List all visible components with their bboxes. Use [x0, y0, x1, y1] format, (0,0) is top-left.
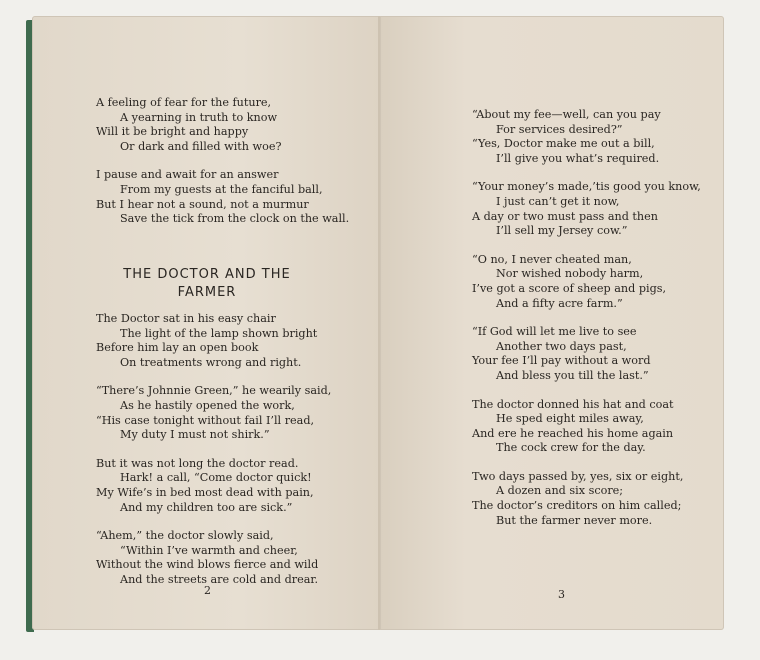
- verse-line: A dozen and six score;: [496, 484, 624, 498]
- poem-title-line-2: FARMER: [177, 285, 237, 300]
- verse-line: As he hastily opened the work,: [120, 398, 295, 412]
- verse-line: “His case tonight without fail I’ll read,: [96, 413, 315, 427]
- booklet: [26, 16, 734, 636]
- verse-line: I’ll sell my Jersey cow.”: [496, 224, 628, 238]
- stanza: [96, 529, 331, 587]
- verse-line: The doctor donned his hat and coat: [472, 397, 674, 411]
- stanza: [96, 384, 331, 442]
- verse-line: A feeling of fear for the future,: [96, 96, 272, 109]
- verse-line: But the farmer never more.: [496, 513, 653, 527]
- verse-line: “O no, I never cheated man,: [472, 252, 632, 266]
- verse-line: “Within I’ve warmth and cheer,: [120, 543, 298, 557]
- verse-line: Hark! a call, “Come doctor quick!: [120, 471, 312, 485]
- left-page: [32, 16, 380, 630]
- verse-line: Before him lay an open book: [96, 341, 259, 355]
- stanza: [472, 108, 701, 166]
- poem-title: [92, 266, 322, 302]
- stanza: [96, 312, 331, 370]
- verse-line: I pause and await for an answer: [96, 168, 279, 182]
- stanza: [472, 253, 701, 311]
- verse-line: On treatments wrong and right.: [120, 355, 302, 369]
- verse-line: A yearning in truth to know: [120, 110, 278, 124]
- verse-line: And the streets are cold and drear.: [120, 572, 319, 586]
- verse-line: “If God will let me live to see: [472, 325, 637, 339]
- verse-line: I just can’t get it now,: [496, 194, 620, 208]
- verse-line: Nor wished nobody harm,: [496, 267, 644, 281]
- verse-line: And bless you till the last.”: [496, 368, 649, 382]
- verse-line: But I hear not a sound, not a murmur: [96, 197, 309, 211]
- page-number-left: 2: [204, 584, 211, 597]
- verse-line: For services desired?”: [496, 122, 623, 136]
- verse-line: My duty I must not shirk.”: [120, 428, 270, 442]
- verse-line: “Ahem,” the doctor slowly said,: [96, 529, 274, 543]
- stanza: [96, 168, 349, 226]
- verse-line: He sped eight miles away,: [496, 412, 644, 426]
- verse-line: Another two days past,: [496, 339, 627, 353]
- stanza: [96, 96, 349, 154]
- poem-title-line-1: THE DOCTOR AND THE: [123, 267, 291, 282]
- verse-line: “Your money’s made,’tis good you know,: [472, 180, 701, 194]
- verse-line: The light of the lamp shown bright: [120, 326, 318, 340]
- verse-line: Will it be bright and happy: [96, 125, 249, 139]
- verse-line: The Doctor sat in his easy chair: [96, 312, 276, 325]
- verse-line: Or dark and filled with woe?: [120, 139, 282, 153]
- stanza: [472, 180, 701, 238]
- verse-line: But it was not long the doctor read.: [96, 456, 299, 470]
- verse-line: “There’s Johnnie Green,” he wearily said,: [96, 384, 332, 398]
- poem-body-left: [96, 312, 331, 602]
- poem-body-right: [472, 108, 701, 542]
- verse-line: Save the tick from the clock on the wall.: [120, 212, 350, 226]
- verse-line: I’ll give you what’s required.: [496, 151, 660, 165]
- verse-line: “Yes, Doctor make me out a bill,: [472, 137, 655, 151]
- stanza: [472, 325, 701, 383]
- right-page: [380, 16, 724, 630]
- verse-line: “About my fee—well, can you pay: [472, 108, 661, 121]
- verse-line: I’ve got a score of sheep and pigs,: [472, 281, 667, 295]
- stanza: [96, 457, 331, 515]
- poem-continuation: [96, 96, 349, 241]
- verse-line: From my guests at the fanciful ball,: [120, 182, 323, 196]
- verse-line: My Wife’s in bed most dead with pain,: [96, 485, 314, 499]
- verse-line: The cock crew for the day.: [496, 441, 646, 455]
- verse-line: A day or two must pass and then: [472, 209, 658, 223]
- verse-line: Without the wind blows fierce and wild: [96, 558, 319, 572]
- verse-line: And a fifty acre farm.”: [496, 296, 623, 310]
- verse-line: And ere he reached his home again: [472, 426, 674, 440]
- page-number-right: 3: [558, 588, 565, 601]
- verse-line: The doctor’s creditors on him called;: [472, 499, 682, 513]
- verse-line: Two days passed by, yes, six or eight,: [472, 469, 684, 483]
- verse-line: Your fee I’ll pay without a word: [472, 354, 651, 368]
- stanza: [472, 470, 701, 528]
- stanza: [472, 398, 701, 456]
- verse-line: And my children too are sick.”: [120, 500, 293, 514]
